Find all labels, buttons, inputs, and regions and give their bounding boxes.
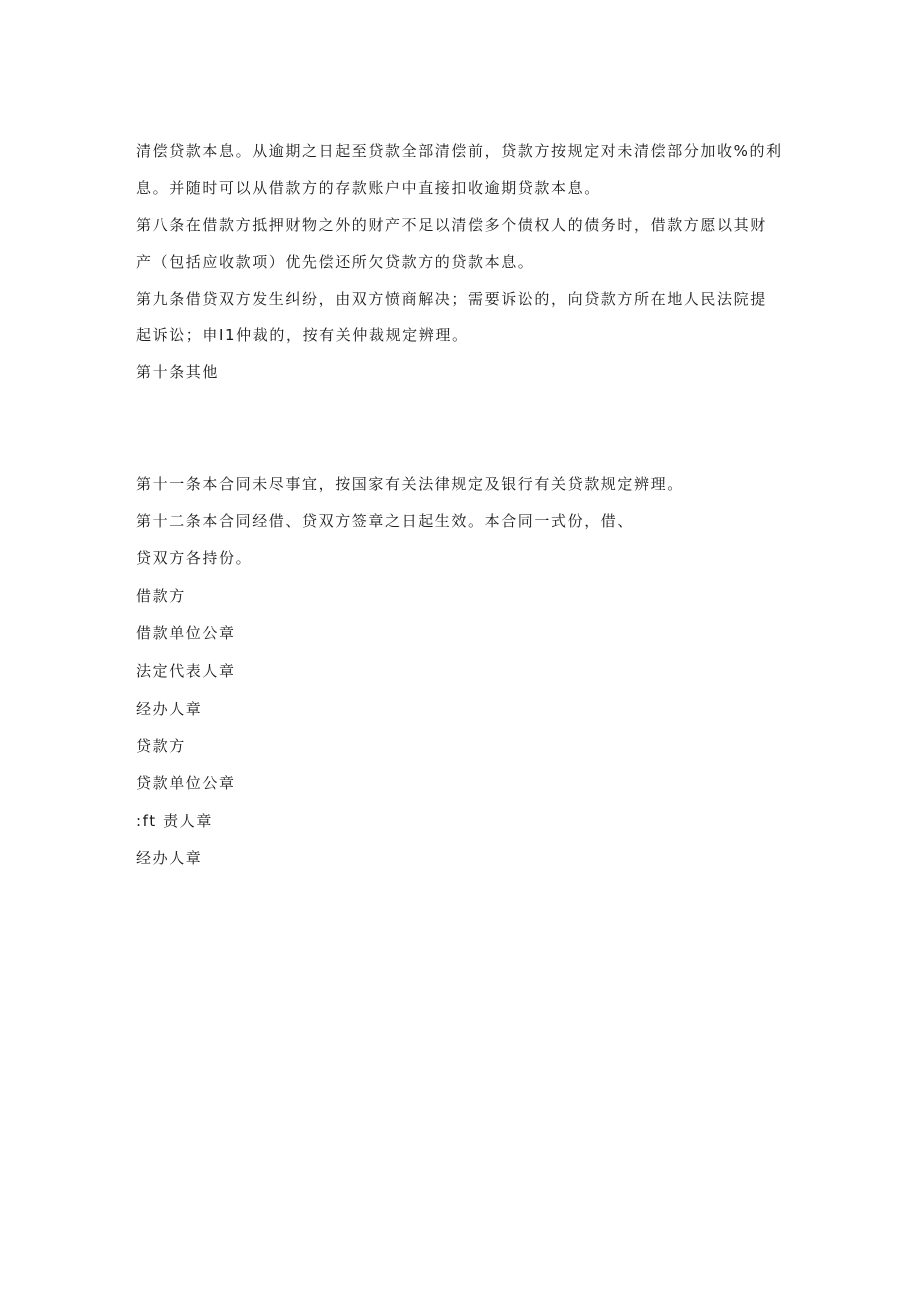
paragraph-line: 息。并随时可以从借款方的存款账户中直接扣收逾期贷款本息。 bbox=[136, 179, 601, 197]
signature-handler: 经办人章 bbox=[136, 849, 203, 867]
paragraph-line: 贷双方各持份。 bbox=[136, 549, 253, 567]
signature-legal-rep: 法定代表人章 bbox=[136, 662, 236, 680]
signature-handler: 经办人章 bbox=[136, 700, 203, 718]
article-9-line: 第九条借贷双方发生纠纷，由双方愤商解决；需要诉讼的，向贷款方所在地人民法院提 bbox=[136, 290, 767, 308]
signature-borrower-seal: 借款单位公章 bbox=[136, 624, 236, 642]
article-12-line: 第十二条本合同经借、贷双方签章之日起生效。本合同一式份，借、 bbox=[136, 512, 635, 530]
article-8-line: 第八条在借款方抵押财物之外的财产不足以清偿多个债权人的债务时，借款方愿以其财 bbox=[136, 216, 767, 234]
article-10-line: 第十条其他 bbox=[136, 363, 220, 381]
paragraph-line: 清偿贷款本息。从逾期之日起至贷款全部清偿前，贷款方按规定对未清偿部分加收%的利 bbox=[136, 142, 783, 160]
signature-lender: 贷款方 bbox=[136, 737, 186, 755]
paragraph-line: 产（包括应收款项）优先偿还所欠贷款方的贷款本息。 bbox=[136, 253, 535, 271]
signature-borrower: 借款方 bbox=[136, 587, 186, 605]
paragraph-line: 起诉讼；申I1仲裁的，按有关仲裁规定辨理。 bbox=[136, 326, 469, 344]
article-11-line: 第十一条本合同未尽事宜，按国家有关法律规定及银行有关贷款规定辨理。 bbox=[136, 475, 684, 493]
signature-lender-seal: 贷款单位公章 bbox=[136, 774, 236, 792]
signature-responsible-person: :ft 责人章 bbox=[136, 812, 213, 830]
